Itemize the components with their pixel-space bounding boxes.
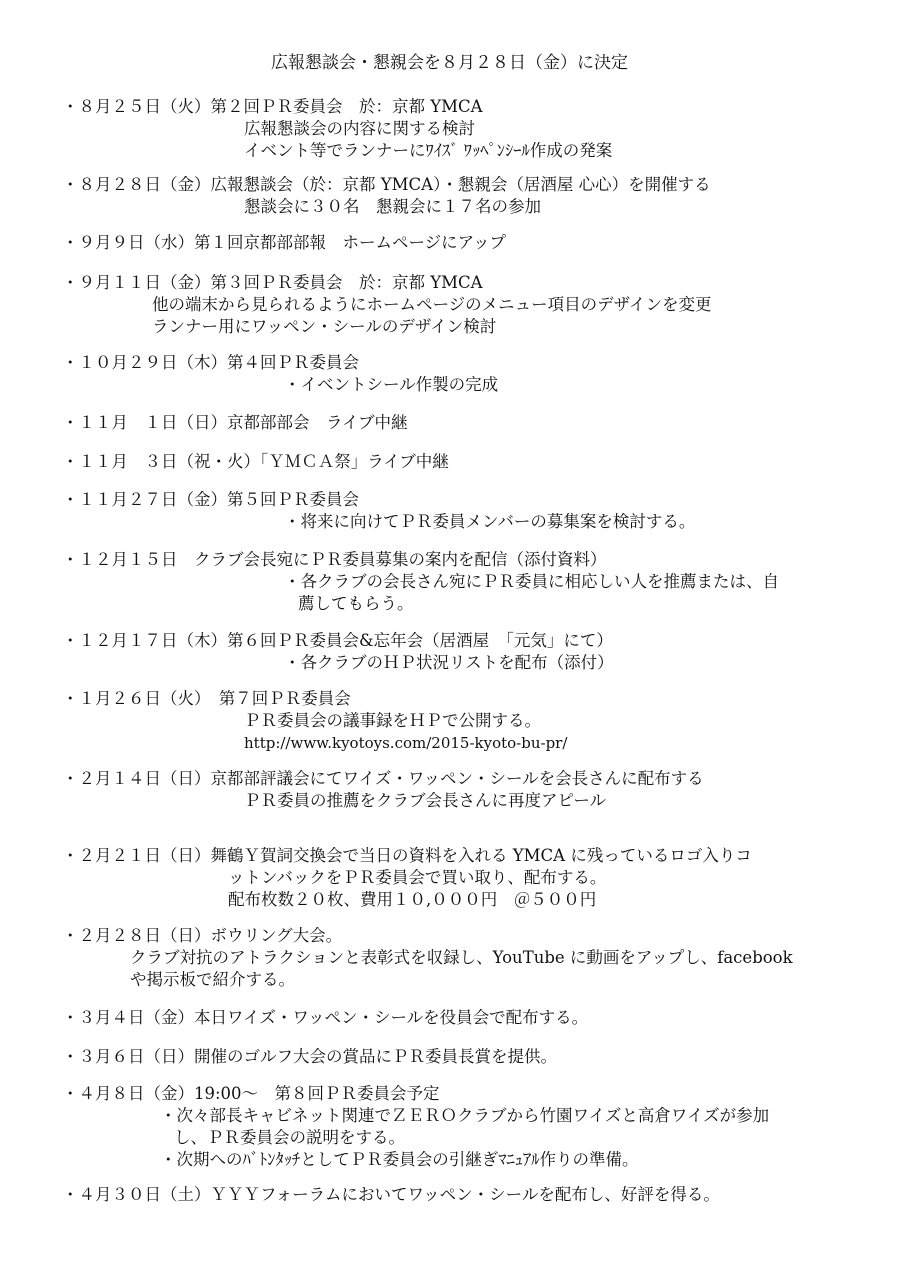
entry-detail: ＰＲ委員の推薦をクラブ会長さんに再度アピール (244, 791, 607, 810)
entry-detail: 懇談会に３０名 懇親会に１７名の参加 (244, 197, 541, 216)
entry-detail: ットンバックをＰＲ委員会で買い取り、配布する。 (228, 868, 607, 887)
entry-heading: ・３月４日（金）本日ワイズ・ワッペン・シールを役員会で配布する。 (62, 1008, 589, 1027)
entry-heading: ・８月２５日（火）第２回ＰＲ委員会 於：京都 YMCA (62, 97, 483, 116)
entry-detail: や掲示板で紹介する。 (130, 970, 295, 989)
entry-heading: ・１０月２９日（木）第４回ＰＲ委員会 (62, 353, 359, 372)
entry-detail: ・次々部長キャビネット関連でＺＥＲＯクラブから竹園ワイズと高倉ワイズが参加 (160, 1106, 770, 1125)
entry-detail: ＰＲ委員会の議事録をＨＰで公開する。 (244, 711, 541, 730)
entry-heading: ・１１月 １日（日）京都部部会 ライブ中継 (62, 413, 408, 432)
entry-detail: 広報懇談会の内容に関する検討 (244, 119, 475, 138)
entry-detail: ・将来に向けてＰＲ委員メンバーの募集案を検討する。 (284, 512, 696, 531)
entry-heading: ・４月８日（金）19:00～ 第８回ＰＲ委員会予定 (62, 1084, 440, 1103)
entry-heading: ・３月６日（日）開催のゴルフ大会の賞品にＰＲ委員長賞を提供。 (62, 1047, 557, 1066)
entry-detail: 他の端末から見られるようにホームページのメニュー項目のデザインを変更 (152, 295, 712, 314)
entry-detail: し、ＰＲ委員会の説明をする。 (174, 1128, 405, 1147)
entry-heading: ・１月２６日（火） 第７回ＰＲ委員会 (62, 689, 351, 708)
entry-heading: ・２月２１日（日）舞鶴Ｙ賀詞交換会で当日の資料を入れる YMCA に残っているロゴ入りコ (62, 846, 752, 865)
entry-detail: イベント等でランナーにﾜｲｽﾞ ﾜｯﾍﾟﾝｼｰﾙ作成の発案 (244, 141, 613, 160)
entry-heading: ・１１月 ３日（祝・火）「ＹＭＣＡ祭」ライブ中継 (62, 452, 449, 471)
entry-heading: ・８月２８日（金）広報懇談会（於：京都 YMCA）・懇親会（居酒屋 心心）を開催する (62, 175, 711, 194)
entry-detail: ランナー用にワッペン・シールのデザイン検討 (152, 317, 497, 336)
entry-detail: クラブ対抗のアトラクションと表彰式を収録し、YouTube に動画をアップし、facebook (130, 948, 793, 967)
entry-detail: ・各クラブの会長さん宛にＰＲ委員に相応しい人を推薦または、自 (284, 572, 779, 591)
entry-detail: ・各クラブのＨＰ状況リストを配布（添付） (284, 653, 614, 672)
entry-detail: 配布枚数２０枚、費用１０,０００円 ＠５００円 (228, 890, 597, 909)
entry-heading: ・２月１４日（日）京都部評議会にてワイズ・ワッペン・シールを会長さんに配布する (62, 769, 704, 788)
entry-heading: ・１２月１７日（木）第６回ＰＲ委員会&忘年会（居酒屋 「元気」にて） (62, 631, 613, 650)
entry-heading: ・１１月２７日（金）第５回ＰＲ委員会 (62, 490, 359, 509)
entry-heading: ・１２月１５日 クラブ会長宛にＰＲ委員募集の案内を配信（添付資料） (62, 550, 607, 569)
entry-heading: ・４月３０日（土）ＹＹＹフォーラムにおいてワッペン・シールを配布し、好評を得る。 (62, 1185, 720, 1204)
document-title: 広報懇談会・懇親会を８月２８日（金）に決定 (271, 53, 628, 73)
entry-link[interactable]: http://www.kyotoys.com/2015-kyoto-bu-pr/ (244, 734, 568, 752)
entry-detail: ・次期へのﾊﾞﾄﾝﾀｯﾁとしてＰＲ委員会の引継ぎﾏﾆｭｱﾙ作りの準備。 (160, 1150, 639, 1169)
entry-heading: ・９月１１日（金）第３回ＰＲ委員会 於：京都 YMCA (62, 273, 483, 292)
entry-detail: ・イベントシール作製の完成 (284, 375, 499, 394)
entry-heading: ・９月９日（水）第１回京都部部報 ホームページにアップ (62, 233, 507, 252)
entry-detail: 薦してもらう。 (298, 594, 414, 613)
entry-heading: ・２月２８日（日）ボウリング大会。 (62, 926, 343, 945)
